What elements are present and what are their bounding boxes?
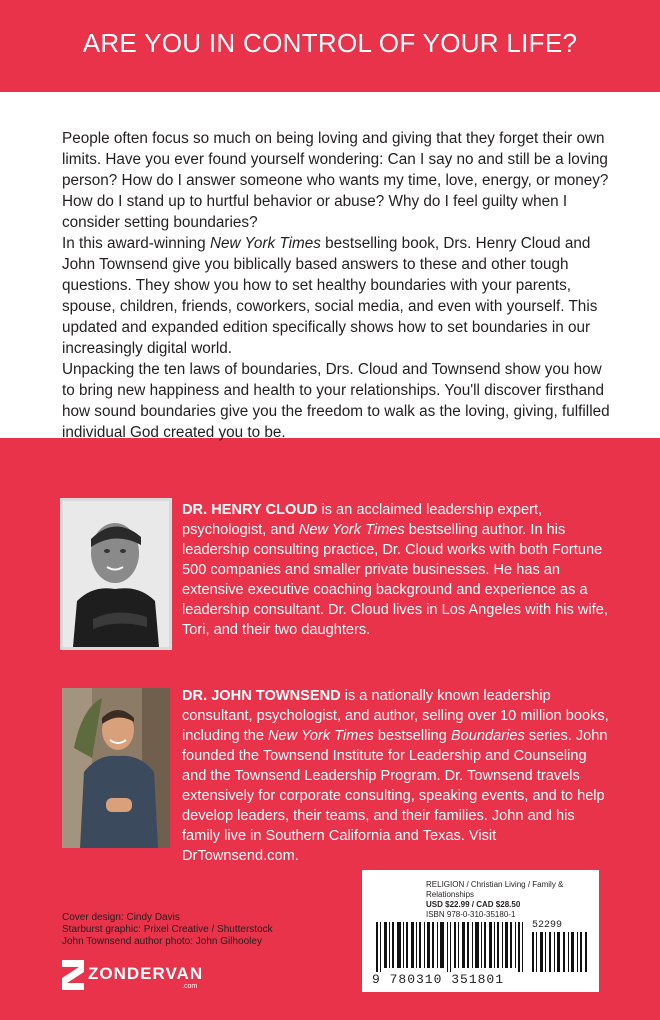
townsend-bio-text-b: bestselling xyxy=(373,728,451,744)
john-townsend-name: DR. JOHN TOWNSEND xyxy=(182,688,341,704)
isbn-label: ISBN 978-0-310-35180-1 xyxy=(426,910,516,919)
headline: ARE YOU IN CONTROL OF YOUR LIFE? xyxy=(82,28,578,58)
description-paragraph-2 xyxy=(62,233,610,359)
john-townsend-photo xyxy=(62,688,170,848)
isbn-barcode xyxy=(376,922,526,972)
townsend-bio-italic-2: Boundaries xyxy=(450,728,525,744)
henry-cloud-photo xyxy=(60,498,172,650)
cloud-bio-text-a: is an acclaimed leadership expert, psychologist, and xyxy=(182,502,543,538)
john-townsend-bio xyxy=(182,686,612,866)
credit-starburst: Starburst graphic: Prixel Creative / Shutterstock xyxy=(62,924,273,935)
townsend-bio-text-a: is a nationally known leadership consultant, psychologist, and author, selling over 10 million books, including the xyxy=(182,688,609,744)
description-paragraph-1: People often focus so much on being loving and giving that they forget their own limits. Have you ever found yourself wondering: Can I say no and still be a loving person? How do I answer someone who wants my time, love, energy, or money? How do I stand up to hurtful behavior or abuse? Why do I feel guilty when I consider setting boundaries? xyxy=(62,130,609,231)
price-addon-code: 52299 xyxy=(532,920,563,931)
townsend-bio-italic-1: New York Times xyxy=(268,728,374,744)
description-paragraph-3: Unpacking the ten laws of boundaries, Drs. Cloud and Townsend show you how to bring new happiness and health to your relationships. You'll discover firsthand how sound boundaries give you the freedom to walk as the loving, giving, fulfilled individual God created you to be. xyxy=(62,361,610,441)
credit-author-photo: John Townsend author photo: John Gilhooley xyxy=(62,936,262,947)
price-label: USD $22.99 / CAD $28.50 xyxy=(426,900,521,909)
zondervan-mark-icon xyxy=(62,960,84,990)
publisher-domain: .com xyxy=(182,983,198,990)
henry-cloud-name: DR. HENRY CLOUD xyxy=(182,502,318,518)
barcode-box xyxy=(362,870,599,992)
townsend-bio-text-c: series. John founded the Townsend Institute for Leadership and Counseling and the Townsend Leadership Program. Dr. Townsend travels extensively for corporate consulting, speaking events, and to help develop leaders, their teams, and their families. John and his family live in Southern California and Texas. Visit DrTownsend.com. xyxy=(182,728,608,864)
henry-cloud-bio xyxy=(182,500,612,640)
p2-italic: New York Times xyxy=(209,235,321,252)
credit-cover-design: Cover design: Cindy Davis xyxy=(62,912,180,923)
bisac-category: RELIGION / Christian Living / Family & Relationships xyxy=(426,880,564,899)
publisher-name: ZONDERVAN xyxy=(88,964,204,983)
cover-credits xyxy=(62,912,273,948)
zondervan-logo xyxy=(62,958,232,994)
cloud-bio-italic: New York Times xyxy=(298,522,405,538)
price-addon-barcode xyxy=(530,932,590,972)
p2-text-a: In this award-winning xyxy=(62,235,210,252)
p2-text-b: bestselling book, Drs. Henry Cloud and John Townsend give you biblically based answers to these and other tough questions. They show you how to set healthy boundaries with your parents, spouse, children, friends, coworkers, social media, and even with yourself. This updated and expanded edition specifically shows how to set boundaries in our increasingly digital world. xyxy=(62,235,598,357)
cloud-bio-text-b: bestselling author. In his leadership consulting practice, Dr. Cloud works with both Fortune 500 companies and smaller private businesses. He has an extensive executive coaching background and experience as a leadership consultant. Dr. Cloud lives in Los Angeles with his wife, Tori, and their two daughters. xyxy=(182,522,608,638)
isbn-barcode-digits: 9 780310 351801 xyxy=(372,972,505,987)
